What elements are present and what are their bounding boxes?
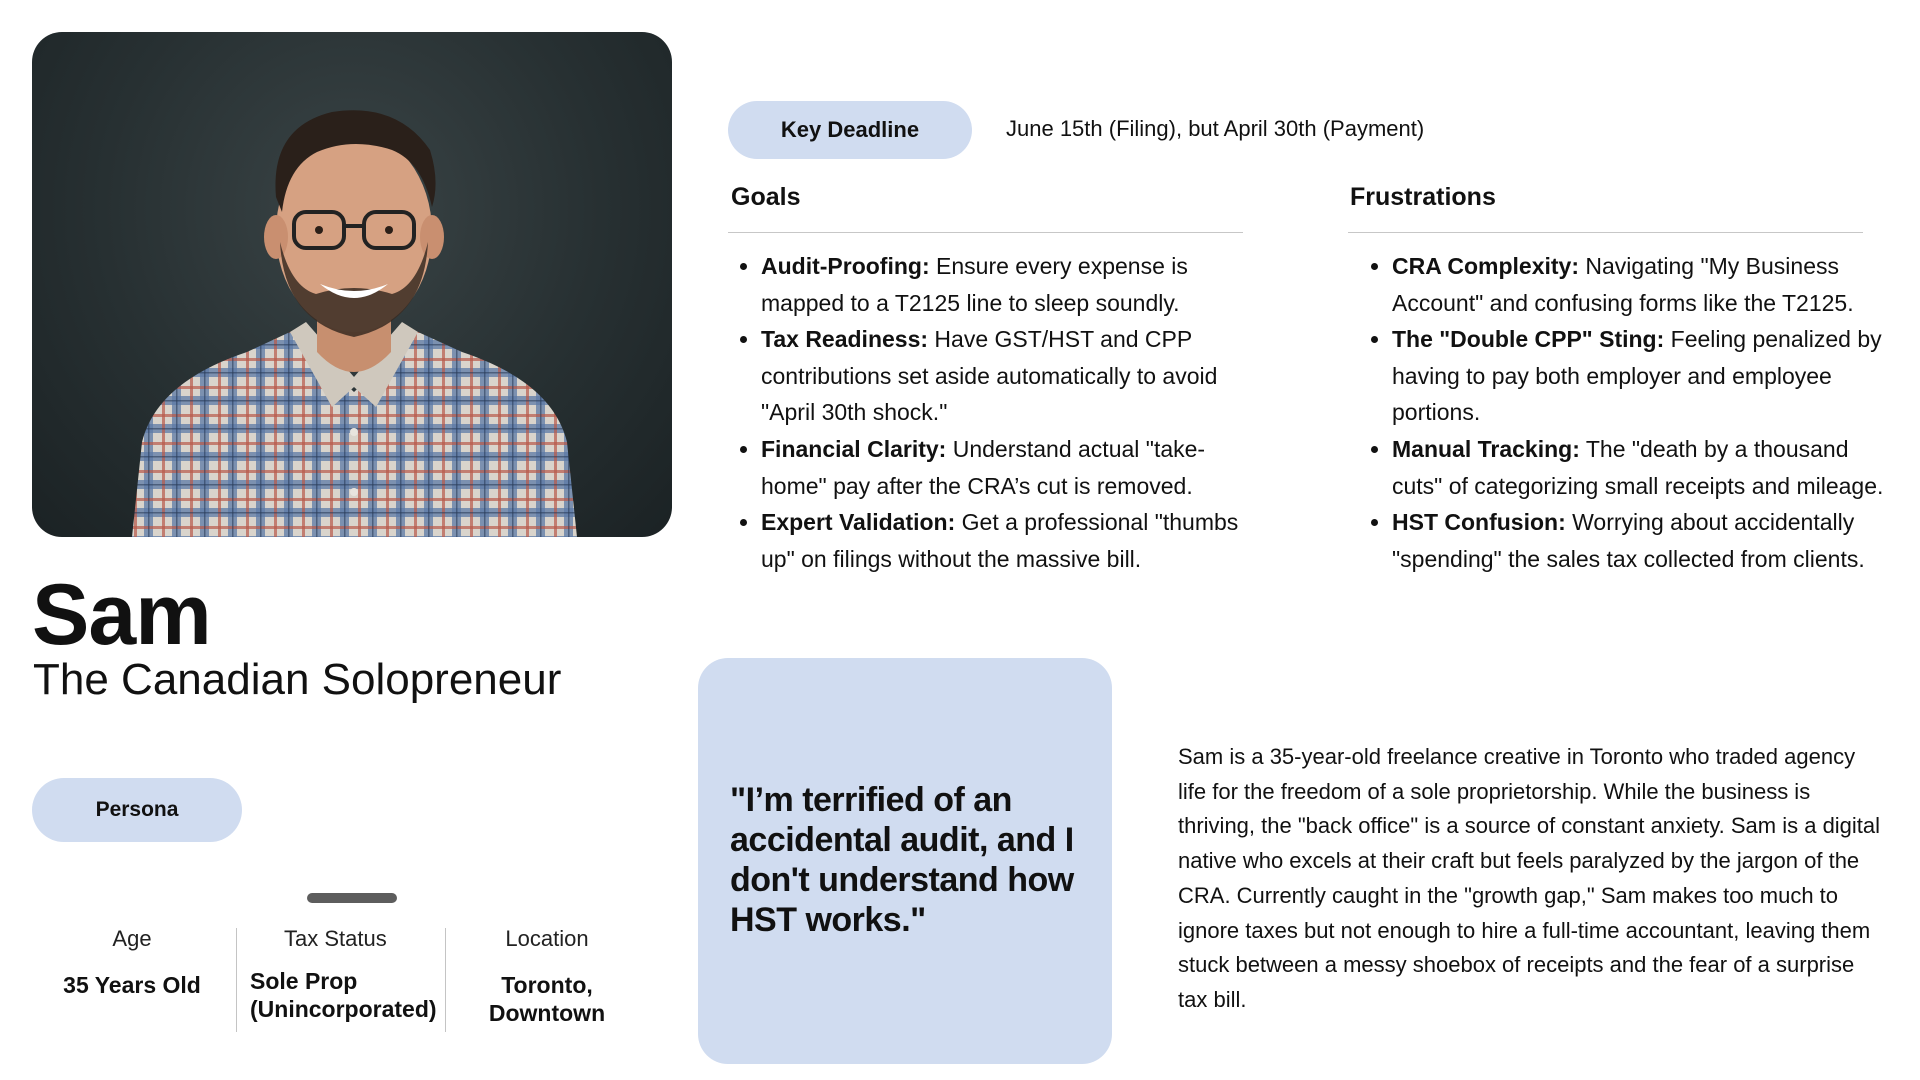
goal-text: Get a professional "thumbs up" on filings without the massive bill. (761, 509, 1239, 572)
stat-tax-status (237, 920, 447, 1032)
list-item (1392, 248, 1902, 321)
list-item (761, 431, 1266, 504)
frustrations-list (1360, 248, 1902, 577)
frustration-text: Navigating "My Business Account" and confusing forms like the T2125. (1392, 253, 1854, 316)
stat-divider (445, 928, 446, 1032)
stat-location-label: Location (505, 926, 589, 951)
frustration-title: HST Confusion: (1392, 509, 1566, 536)
persona-bio: Sam is a 35-year-old freelance creative in Toronto who traded agency life for the freedom of a sole proprietorship. While the business is thriving, the "back office" is a source of constant anxiety. Sam is a digital native who excels at their craft but feels paralyzed by the jargon of the CRA. Currently caught in the "growth gap," Sam makes too much to ignore taxes but not enough to hire a full-time accountant, leaving them stuck between a messy shoebox of receipts and the fear of a surprise tax bill. (1178, 744, 1881, 1012)
goal-title: Financial Clarity: (761, 435, 947, 462)
drag-handle[interactable] (307, 893, 397, 903)
list-item (761, 504, 1266, 577)
stat-age (32, 920, 232, 1032)
key-deadline-badge: Key Deadline (728, 101, 972, 159)
goal-title: Expert Validation: (761, 509, 956, 536)
list-item (761, 321, 1266, 431)
stat-age-value: 35 Years Old (63, 972, 201, 998)
list-item (1392, 504, 1902, 577)
persona-stats (32, 920, 632, 1032)
goals-divider (728, 232, 1243, 233)
persona-badge: Persona (32, 778, 242, 842)
quote-card (698, 658, 1112, 1064)
key-deadline-text: June 15th (Filing), but April 30th (Payment) (1006, 116, 1425, 141)
goal-text: Understand actual "take-home" pay after the CRA’s cut is removed. (761, 435, 1206, 499)
persona-quote: "I’m terrified of an accidental audit, and I don't understand how HST works." (730, 781, 1074, 939)
stat-location-value: Toronto, Downtown (488, 972, 606, 1026)
frustration-text: Worrying about accidentally "spending" the sales tax collected from clients. (1392, 509, 1865, 572)
stat-age-label: Age (112, 926, 152, 951)
frustration-text: Feeling penalized by having to pay both employer and employee portions. (1392, 326, 1882, 426)
persona-name: Sam (32, 567, 211, 663)
stat-location (447, 920, 647, 1032)
goals-list (729, 248, 1266, 577)
list-item (761, 248, 1266, 321)
frustration-text: The "death by a thousand cuts" of categorizing small receipts and mileage. (1392, 435, 1884, 499)
portrait-illustration (32, 32, 672, 537)
stat-tax-value: Sole Prop (Unincorporated) (250, 968, 437, 1022)
stat-tax-label: Tax Status (284, 926, 387, 951)
frustration-title: The "Double CPP" Sting: (1392, 326, 1665, 353)
list-item (1392, 431, 1902, 504)
frustrations-divider (1348, 232, 1863, 233)
list-item (1392, 321, 1902, 431)
persona-subtitle: The Canadian Solopreneur (33, 655, 562, 704)
goal-title: Audit-Proofing: (761, 253, 930, 279)
goal-text: Have GST/HST and CPP contributions set aside automatically to avoid "April 30th shock." (761, 326, 1218, 426)
goal-text: Ensure every expense is mapped to a T2125 line to sleep soundly. (761, 253, 1188, 316)
goals-heading: Goals (731, 183, 801, 211)
persona-photo (32, 32, 672, 537)
goal-title: Tax Readiness: (761, 326, 929, 353)
frustration-title: Manual Tracking: (1392, 435, 1580, 462)
frustration-title: CRA Complexity: (1392, 253, 1579, 279)
frustrations-heading: Frustrations (1350, 183, 1496, 211)
